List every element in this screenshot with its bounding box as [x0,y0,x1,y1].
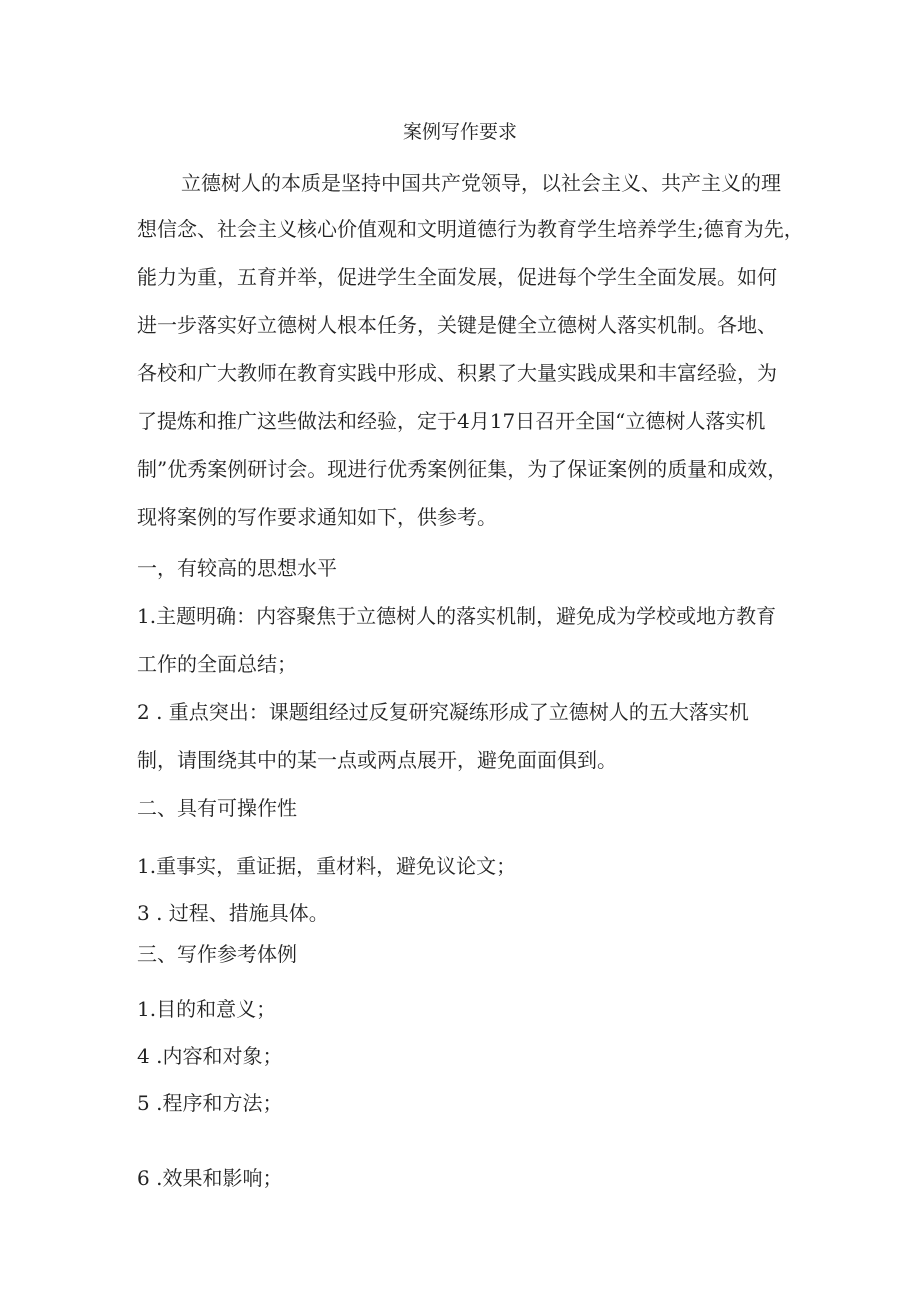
section-2-heading: 二、具有可操作性 [137,796,297,820]
section-3-heading: 三、写作参考体例 [137,942,297,966]
intro-line-6: 了提炼和推广这些做法和经验，定于4月17日召开全国“立德树人落实机 [137,409,766,433]
section-1-item-1-line-1: 1.主题明确：内容聚焦于立德树人的落实机制，避免成为学校或地方教育 [137,604,777,628]
intro-line-8: 现将案例的写作要求通知如下，供参考。 [137,505,497,529]
section-1-item-2-line-2: 制，请围绕其中的某一点或两点展开，避免面面俱到。 [137,748,617,772]
intro-line-1: 立德树人的本质是坚持中国共产党领导，以社会主义、共产主义的理 [181,171,781,195]
section-1-item-2-line-1: 2 . 重点突出：课题组经过反复研究凝练形成了立德树人的五大落实机 [137,700,749,724]
section-3-item-1: 1.目的和意义； [137,997,277,1021]
document-title: 案例写作要求 [402,121,517,143]
intro-line-2: 想信念、社会主义核心价值观和文明道德行为教育学生培养学生;德育为先， [137,217,804,241]
intro-line-3: 能力为重，五育并举，促进学生全面发展，促进每个学生全面发展。如何 [137,265,777,289]
section-3-item-2: 4 .内容和对象； [137,1044,283,1068]
intro-line-5: 各校和广大教师在教育实践中形成、积累了大量实践成果和丰富经验，为 [137,361,777,385]
section-1-item-1-line-2: 工作的全面总结； [137,652,297,676]
intro-line-4: 进一步落实好立德树人根本任务，关键是健全立德树人落实机制。各地、 [137,313,777,337]
section-3-item-3: 5 .程序和方法； [137,1091,283,1115]
section-2-item-2: 3 . 过程、措施具体。 [137,901,329,925]
intro-line-7: 制”优秀案例研讨会。现进行优秀案例征集，为了保证案例的质量和成效， [137,457,788,481]
section-1-heading: 一，有较高的思想水平 [137,556,337,580]
section-3-item-4: 6 .效果和影响； [137,1166,283,1190]
section-2-item-1: 1.重事实，重证据，重材料，避免议论文； [137,854,517,878]
